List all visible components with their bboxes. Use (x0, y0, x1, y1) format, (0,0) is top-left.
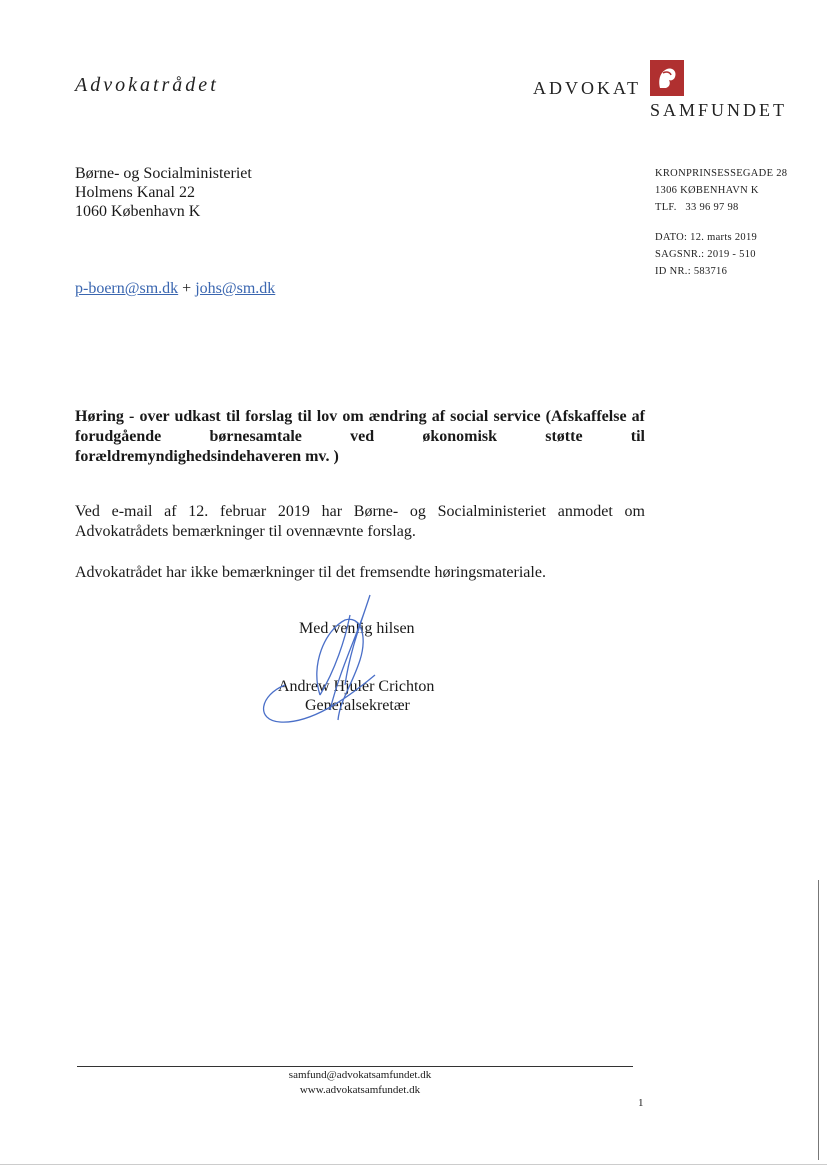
body-paragraph-1: Ved e-mail af 12. februar 2019 har Børne- og Socialministeriet anmodet om Advokatrådets bemærkninger til ovennævnte forslag. (75, 503, 645, 540)
closing-greeting: Med venlig hilsen (299, 620, 415, 637)
page-number: 1 (638, 1097, 644, 1109)
signer-name: Andrew Hjuler Crichton (278, 678, 435, 695)
logo-text-advokat: ADVOKAT (533, 78, 641, 98)
sender-phone: TLF. 33 96 97 98 (655, 202, 739, 213)
email-link-johs[interactable]: johs@sm.dk (195, 280, 276, 297)
email-separator: + (178, 280, 196, 297)
advokatsamfundet-emblem-icon (650, 60, 684, 96)
signer-title: Generalsekretær (305, 697, 410, 714)
recipient-name: Børne- og Socialministeriet (75, 165, 252, 182)
recipient-city: 1060 København K (75, 203, 201, 220)
handwritten-signature (250, 590, 420, 730)
sender-city: 1306 KØBENHAVN K (655, 185, 759, 196)
scan-bottom-edge (0, 1164, 827, 1165)
sender-street: KRONPRINSESSEGADE 28 (655, 168, 788, 179)
letter-subject: Høring - over udkast til forslag til lov om ændring af social service (Afskaffelse af forudgående børnesamtale ved økonomisk støtte til forældremyndighedsindehaveren mv. ) (75, 408, 645, 465)
footer-website[interactable]: www.advokatsamfundet.dk (299, 1084, 421, 1096)
id-number: ID NR.: 583716 (655, 266, 728, 277)
email-link-p-boern[interactable]: p-boern@sm.dk (75, 280, 179, 297)
advokatraadet-wordmark: Advokatrådet (75, 74, 219, 96)
body-paragraph-2: Advokatrådet har ikke bemærkninger til det fremsendte høringsmateriale. (75, 564, 546, 581)
footer-divider (77, 1066, 633, 1067)
case-number: SAGSNR.: 2019 - 510 (655, 249, 756, 260)
letter-date: DATO: 12. marts 2019 (655, 232, 758, 243)
logo-text-samfundet: SAMFUNDET (650, 100, 788, 120)
scan-edge-line (818, 880, 819, 1160)
footer-email[interactable]: samfund@advokatsamfundet.dk (288, 1069, 432, 1081)
recipient-street: Holmens Kanal 22 (75, 184, 195, 201)
recipient-emails (75, 280, 275, 298)
